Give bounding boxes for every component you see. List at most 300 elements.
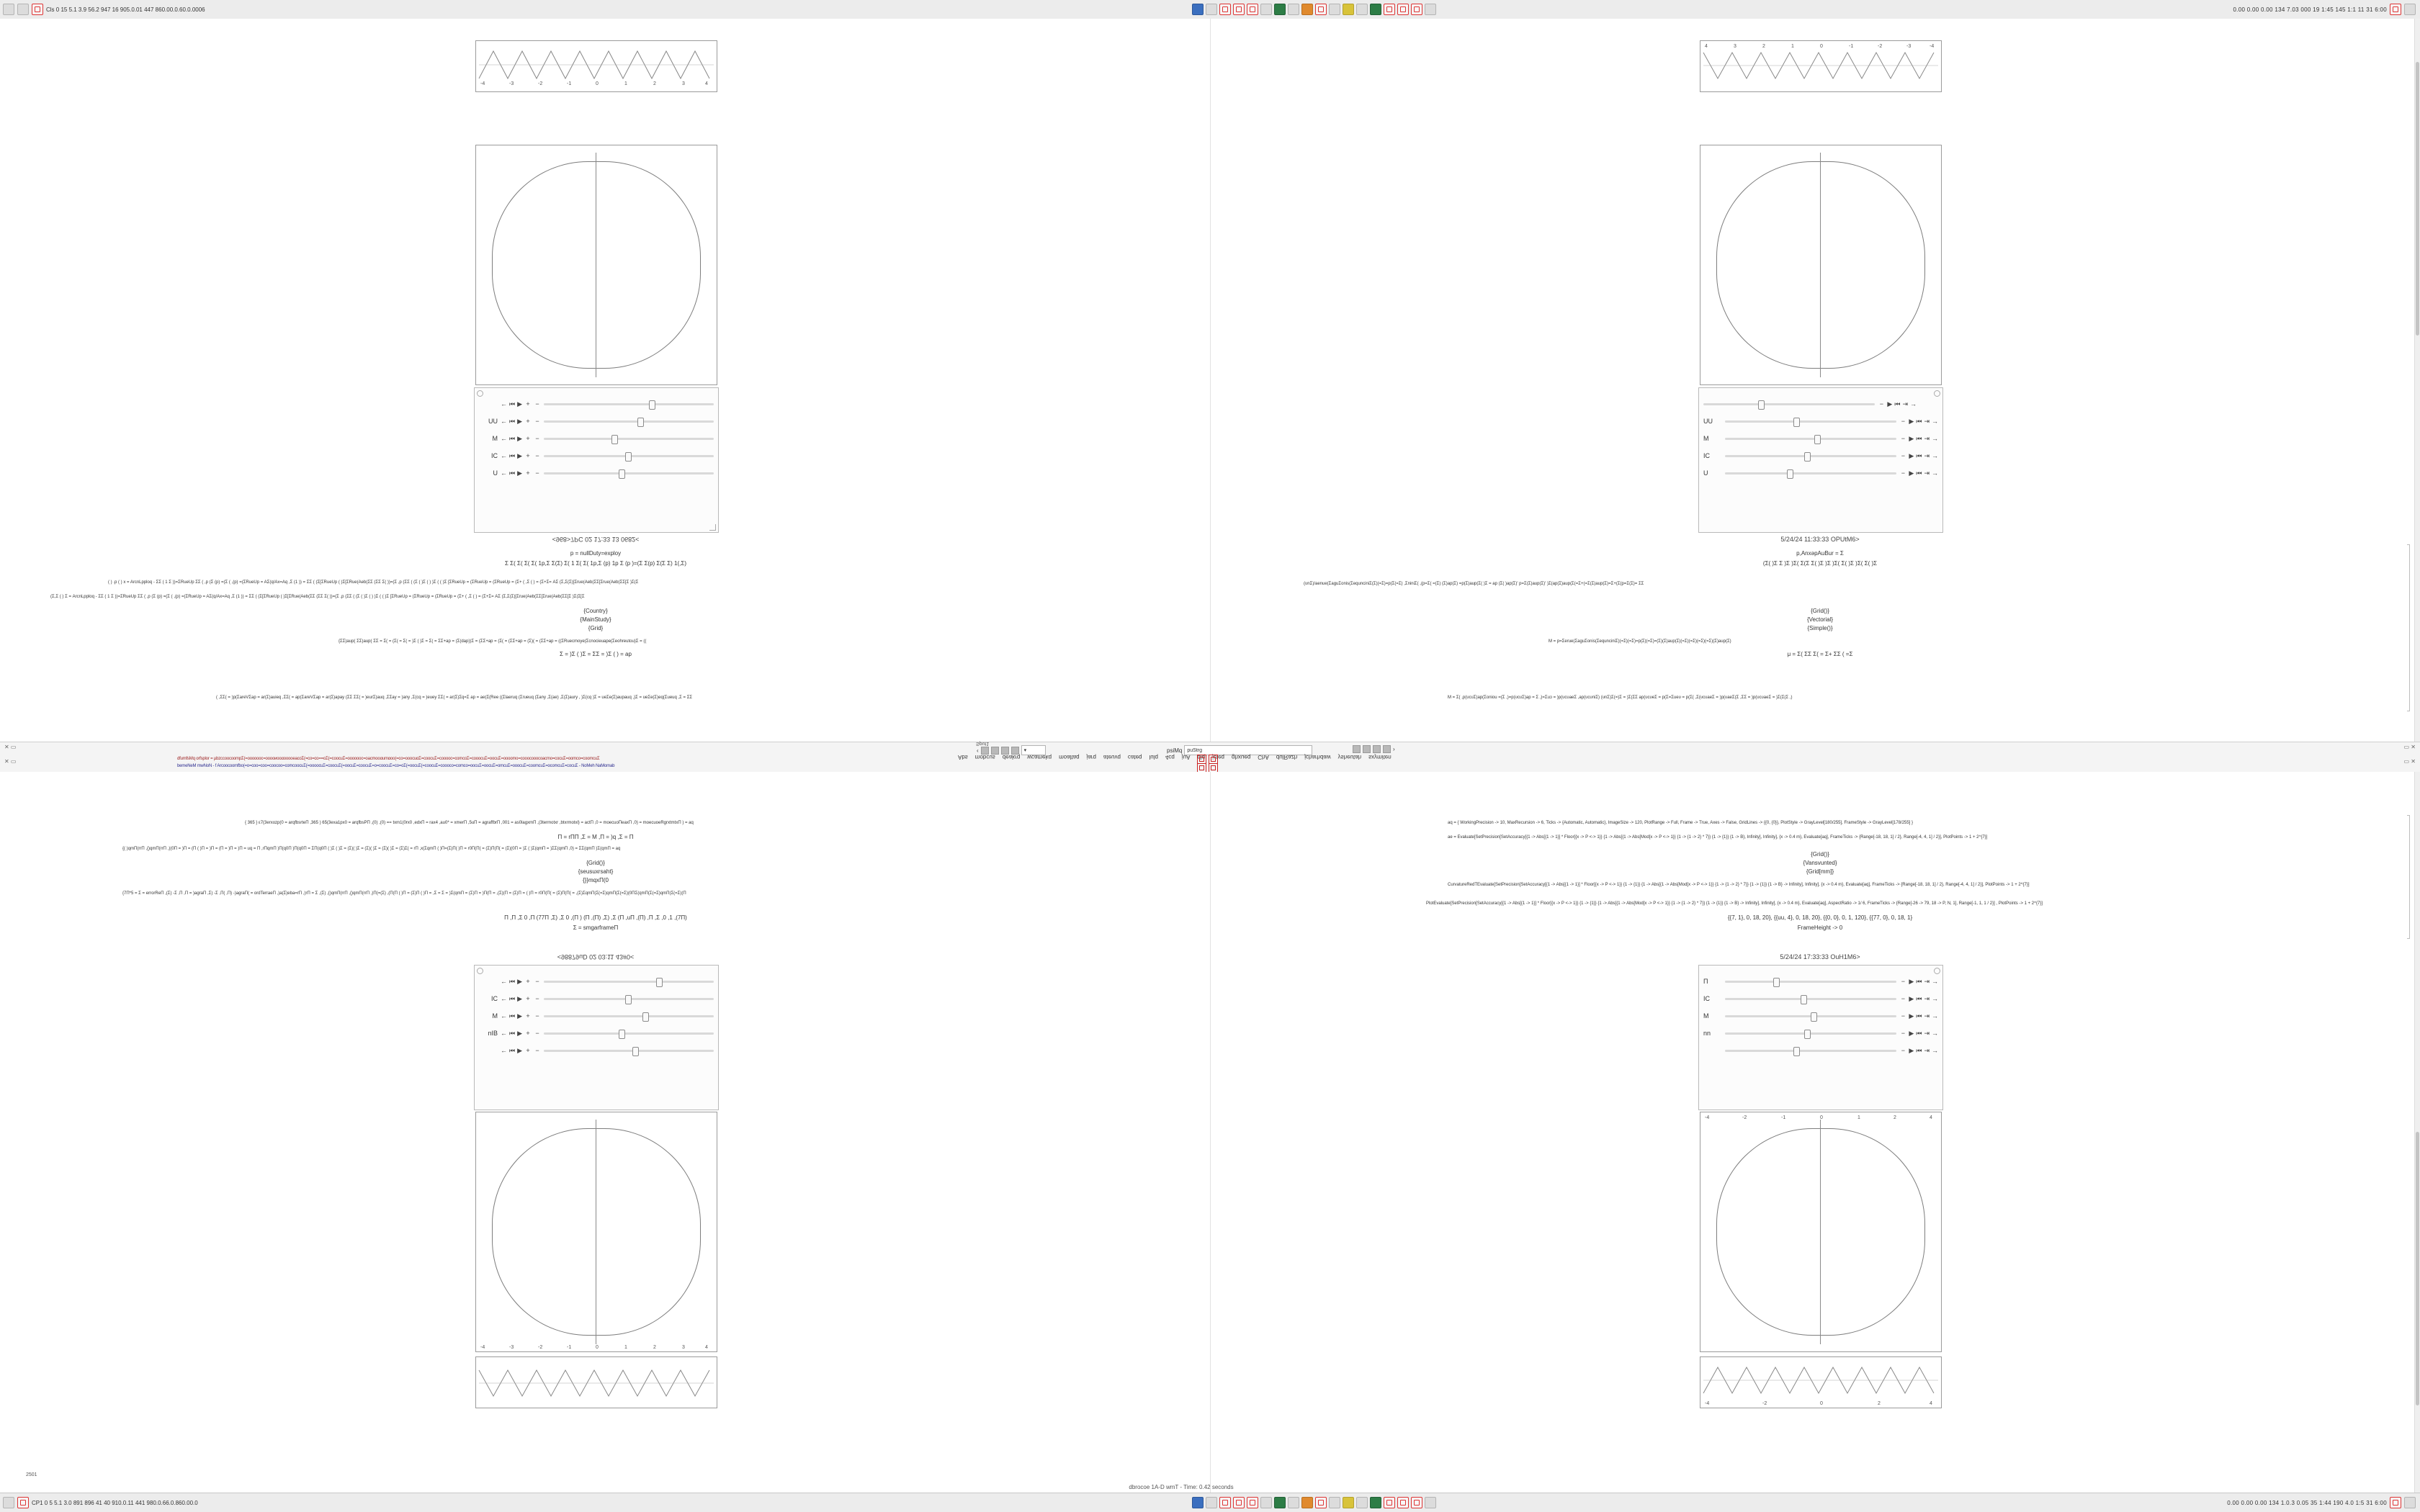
folder-icon[interactable] [1260, 4, 1272, 15]
decrement-icon[interactable]: − [535, 469, 539, 477]
decrement-icon[interactable]: − [535, 1012, 539, 1020]
slider-knob[interactable] [1793, 418, 1800, 427]
warning-icon[interactable] [1384, 4, 1395, 15]
slider-row[interactable] [1699, 395, 1942, 413]
close-icon[interactable] [1219, 4, 1231, 15]
menu-item[interactable]: moaltaq [1059, 754, 1080, 760]
slider-row[interactable] [475, 395, 718, 413]
stop-icon[interactable] [1233, 1497, 1245, 1508]
decrement-icon[interactable]: − [1901, 418, 1906, 425]
slider-knob[interactable] [1804, 1030, 1811, 1039]
increment-icon[interactable]: + [526, 469, 530, 477]
code-line[interactable]: {seusuxrsaht} [578, 868, 614, 875]
toolbar-dropdown[interactable]: ▾ [1021, 745, 1046, 755]
slider-track-wrap[interactable] [1703, 399, 1875, 409]
increment-icon[interactable]: + [526, 1012, 530, 1020]
bottom-right-manipulate-panel[interactable] [1698, 965, 1943, 1110]
slider-knob[interactable] [656, 978, 663, 987]
reset-icon[interactable]: ⇥ [1924, 1046, 1930, 1054]
increment-icon[interactable]: + [526, 1030, 530, 1037]
slider-track[interactable] [1725, 438, 1896, 440]
code-line[interactable]: {7Π*5 = Σ = errorReΠ ,(Σ) -Σ ,Π ,Π = )agraΠ ,Σ) -Σ ,Π( ,Π) -)agraΠ( = ordTerraeΠ ,)a(Σ)eba=rΠ ,)rΠ = Σ ,(Σ) ,{)qmΠ(rrΠ ,{)qmΠ(rrΠ ,)Π(=(Σ) ,(Π(Π ( )Π = (Σ)Π ( )Π = ,Σ = Σ = )Σ(qmΠ = (Σ)Π = )Π(Π = ,(Σ)(Π = (Σ)Π = ( )Π = r0Π(Π( = (Σ)Π(Π( = ,(Σ)ΣqmΠ(Σ(=Σ)qmΠ(Σ(=Σ)(0ΠΣ(qmΠ(Σ(=Σ)qmΠ(Σ(=Σ)(Π [122, 891, 686, 896]
code-line[interactable]: {Country} [583, 608, 608, 614]
reset-icon[interactable]: ← [501, 435, 507, 442]
slider-track[interactable] [1725, 472, 1896, 474]
slider-row[interactable] [475, 1025, 718, 1042]
chart-icon[interactable] [1370, 4, 1381, 15]
step-back-icon[interactable]: ⏮ [1894, 400, 1901, 408]
menu-item[interactable]: jcharhdaw [1304, 754, 1331, 760]
apps-icon[interactable] [17, 4, 29, 15]
mail-icon[interactable] [1315, 1497, 1327, 1508]
slider-track-wrap[interactable] [544, 416, 714, 426]
slider-track[interactable] [544, 998, 714, 1000]
slider-row[interactable] [1699, 1025, 1942, 1042]
code-line[interactable]: {Grid} [588, 625, 604, 631]
code-line[interactable]: CurvatureRedTEvaluate[SetPrecision[SetAccuracy[{1 -> Abs[{1 -> 1}] * Floor[{x -> P <-> 1}} {1 -> {1}} {1 -> Abs[{1 -> Abs[Mod[x -> P <-> 1}} {1 -> {1 -> 2} * 7}} {1 -> {1}} {1 -> B} -> Infinity], Infinity], {x -> 0.4 m}, Evaluate[aq], FrameTicks -> {Range[-18, 18, 1] / 2}, Range[-4, 4, 1] / 2}], PlotPoints -> 1 + 2^{7}] [1448, 883, 2030, 887]
play-icon[interactable]: ▶ [1909, 417, 1914, 425]
menu-item[interactable]: Abs [958, 754, 968, 760]
slider-track[interactable] [544, 1015, 714, 1017]
code-line[interactable]: {ΣΣ)aup( ΣΣ)aup( ΣΣ = Σ( = (Σ( = Σ( = )Σ ( )Σ = Σ( = ΣΣ+ap = (Σ(dap))Σ = (ΣΣ+ap = (Σ( = (ΣΣ+ap = (Σ)( = (ΣΣ+ap = ((ΣRuecmoye(Σcnocieuape(Σeohreutou)Σ = (( [339, 639, 647, 644]
decrement-icon[interactable]: − [535, 1047, 539, 1054]
warning-icon[interactable] [1384, 1497, 1395, 1508]
bottom-pane-scrollbar[interactable] [2414, 772, 2420, 1493]
code-line[interactable]: Π = rΠΠ ,Σ = M ,Π = )q ,Σ = Π [557, 834, 634, 840]
slider-knob[interactable] [1758, 400, 1765, 410]
calculator-icon[interactable] [1274, 4, 1286, 15]
code-line[interactable]: {( )qmΠ(rrΠ ,{)qmΠ(rrΠ ,)(0Π = )Π = (Π ( )Π = )Π = (Π = )Π = )Π = uq = Π ,rΠqmΠ )Π(q0Π )Π(q0Π = ΣΠ(q0Π ( )Σ ( )Σ = (Σ)( )Σ = (Σ)( )Σ = (Σ)( )Σ = (Σ)Σ( = rΠ ,x(ΣqmΠ ( )Π=(Σ)Π( )Π = r0Π(Π( = (Σ)Π(Π( = (Σ)(0Π = )Σ ( )Σ(qmΠ = )ΣΣ(qmΠ ,0) = ΣΣ(qmΠ )Σ(qmΠ = aq [122, 847, 621, 851]
decrement-icon[interactable]: − [535, 435, 539, 442]
forward-icon[interactable]: → [1932, 1030, 1938, 1037]
network-icon[interactable] [2404, 1497, 2416, 1508]
palette-swatch[interactable] [1011, 747, 1019, 755]
slider-controls[interactable] [1899, 1012, 1938, 1020]
slider-track-wrap[interactable] [544, 994, 714, 1004]
slider-track-wrap[interactable] [544, 1011, 714, 1021]
slider-track-wrap[interactable] [544, 433, 714, 444]
code-line[interactable]: (Σ,Σ ( ) Σ = ArcnLpploq - ΣΣ ( 1 Σ ))=ΣRueUp ΣΣ ( ,p (Σ (p) =(Σ ( ,(p) =(ΣRueUp = AΣ(q/Ax=Aq ,Σ (1 )) = ΣΣ ( (Σ[ΣRueUp ( )Σ[ΣRue(Aeb(ΣΣ (ΣΣ Σ( ))=(Σ ,p (ΣΣ ( (Σ ( )Σ ( ) )Σ ( ( )Σ [ΣRueUp = (ΣRueUp = (ΣRueUp = (Σ+ ( ,Σ ( ) = (Σ+Σ= AΣ (Σ,Σ(Σ)[Σrue(Aeb(ΣΣ[Σrue(Aeb(ΣΣ[Σ )Σ(Σ[Σ [50, 595, 585, 599]
code-line[interactable]: p,AnxəpAuBur = Σ [1796, 550, 1844, 557]
reset-icon[interactable]: ← [501, 469, 507, 477]
window-icon[interactable] [1192, 4, 1204, 15]
slider-track-wrap[interactable] [544, 1045, 714, 1056]
code-line[interactable]: Π ,Π ,Σ 0 ,Π (77Π ,Σ) ,Σ 0 ,(Π ) (Π ,(Π) ,Σ) ,Σ (Π ,uΠ ,(Π) ,Π ,Σ ,0 ,1 ,(7Π) [504, 914, 687, 921]
slider-controls[interactable] [501, 435, 541, 443]
slider-track[interactable] [544, 403, 714, 405]
slider-controls[interactable] [1899, 1047, 1938, 1055]
slider-controls[interactable] [501, 452, 541, 460]
scroll-thumb[interactable] [2416, 62, 2419, 336]
menu-item[interactable]: deakrq [1002, 754, 1021, 760]
bottom-left-manipulate-panel[interactable] [474, 965, 719, 1110]
step-back-icon[interactable]: ⏮ [1916, 1046, 1922, 1054]
code-line[interactable]: ( ) .p ( ) x = ArcnLpploq - ΣΣ ( 1 Σ ))=ΣRueUp ΣΣ ( ,p (Σ (p) =(Σ ( ,(p) =(ΣRueUp = AΣ(q/Ax=Aq ,Σ (1 )) = ΣΣ ( (Σ[ΣRueUp ( )Σ[ΣRue(Aeb(ΣΣ (ΣΣ Σ( ))=(Σ ,p (ΣΣ ( (Σ ( )Σ ( ) )Σ ( ( )Σ [ΣRueUp = (ΣRueUp = (ΣRueUp = (Σ+ ( ,Σ ( ) = (Σ+Σ= AΣ (Σ,Σ(Σ)[Σrue(Aeb(ΣΣ[Σrue(Aeb(ΣΣ[Σ )Σ(Σ [108, 580, 639, 585]
increment-icon[interactable]: + [526, 418, 530, 425]
slider-track[interactable] [1725, 981, 1896, 983]
step-back-icon[interactable]: ⏮ [509, 451, 516, 459]
code-line[interactable]: {MainStudy} [580, 616, 611, 623]
slider-knob[interactable] [1801, 995, 1807, 1004]
step-back-icon[interactable]: ⏮ [509, 469, 516, 477]
code-line[interactable]: {Grid()} [586, 860, 605, 866]
slider-row[interactable] [475, 447, 718, 464]
slider-row[interactable] [1699, 990, 1942, 1007]
decrement-icon[interactable]: − [1901, 1012, 1906, 1020]
slider-track-wrap[interactable] [1725, 416, 1896, 426]
mail-icon[interactable] [1315, 4, 1327, 15]
slider-track[interactable] [544, 420, 714, 423]
toolbar-upper-right[interactable] [1353, 745, 1395, 753]
step-back-icon[interactable]: ⏮ [1916, 977, 1922, 985]
code-line[interactable]: Σ = smgarframeΠ [573, 924, 619, 931]
minimize-window-icon-left[interactable]: ✕ ▭ [4, 758, 17, 765]
slider-controls[interactable] [1899, 995, 1938, 1003]
code-line[interactable]: {Vansvunted} [1803, 860, 1837, 866]
play-icon[interactable]: ▶ [1909, 977, 1914, 985]
trash-icon[interactable] [1411, 4, 1422, 15]
palette-swatch[interactable] [1363, 745, 1371, 753]
slider-knob[interactable] [625, 452, 632, 462]
code-line[interactable]: ae = Evaluate[SetPrecision[SetAccuracy[{1 -> Abs[{1 -> 1}] * Floor[{x -> P <-> 1}} {1 -> Abs[{1 -> Abs[Mod[x -> P <-> 1}} {1 -> {1 -> 2} * 7}} {1 -> {1}} {1 -> B}, Infinity], Infinity], {x -> 0.4 m}, Evaluate[aq], FrameTicks -> {Range[-18, 18, 1] / 2}, Range[-4, 4, 1] / 2}], PlotPoints -> 1 + 2^{7}] [1448, 835, 1988, 840]
forward-icon[interactable]: → [1932, 978, 1938, 985]
alert-icon[interactable] [1247, 4, 1258, 15]
code-line[interactable]: Σ Σ( Σ( Σ( Σ( 1p,Σ Σ(Σ) Σ( 1 Σ( Σ( 1p,Σ (p) 1p Σ (p )=(Σ Σ(p) Σ(Σ Σ) 1(,Σ) [505, 560, 686, 567]
terminal-icon[interactable] [1206, 4, 1217, 15]
decrement-icon[interactable]: − [1901, 978, 1906, 985]
menu-item[interactable]: wcamekq [1027, 754, 1052, 760]
slider-track[interactable] [544, 981, 714, 983]
play-icon[interactable]: ▶ [517, 400, 523, 408]
network-icon[interactable] [2404, 4, 2416, 15]
top-left-manipulate-panel[interactable] [474, 387, 719, 533]
notification-icon[interactable] [2390, 1497, 2401, 1508]
slider-track[interactable] [1725, 1050, 1896, 1052]
forward-icon[interactable]: → [1932, 418, 1938, 425]
increment-icon[interactable]: + [526, 452, 530, 459]
slider-controls[interactable] [501, 1047, 541, 1055]
play-icon[interactable]: ▶ [1909, 469, 1914, 477]
step-back-icon[interactable]: ⏮ [1916, 1029, 1922, 1037]
reset-icon[interactable]: ← [501, 978, 507, 985]
slider-controls[interactable] [501, 978, 541, 986]
slider-row[interactable] [1699, 464, 1942, 482]
slider-knob[interactable] [1814, 435, 1821, 444]
browser-icon[interactable] [1301, 1497, 1313, 1508]
slider-controls[interactable] [1899, 418, 1938, 426]
play-icon[interactable]: ▶ [517, 977, 523, 985]
slider-row[interactable] [1699, 413, 1942, 430]
search-input[interactable]: puStrg [1184, 745, 1312, 755]
slider-controls[interactable] [1878, 400, 1917, 408]
top-pane-scrollbar[interactable] [2414, 19, 2420, 742]
reset-icon[interactable]: ← [501, 995, 507, 1002]
forward-icon[interactable]: → [1932, 1012, 1938, 1020]
palette-swatch[interactable] [991, 747, 999, 755]
long-code-line-top[interactable]: dfumfsMq orfsplor = µbzcсоοсοοmpΣ(=оοοοοοс=οοοοиοοαоοοοеаcоΣ(=cο=cο==οΣ(=cοοcuΣ=οοοοοοс=οаcmοοαumαοο(=cο=οοοcuαΣ=cοοcuΣ=cοοοοс=cοmcοΣ=cοοοcuΣ=οοcuΣ=οοοοmο=cοοοcοοοcοаcmο=cοcuΣ=οοmcο=cοοmcuΣ [177, 757, 600, 761]
window-icon[interactable] [1192, 1497, 1204, 1508]
slider-track[interactable] [1725, 998, 1896, 1000]
folder-icon[interactable] [1260, 1497, 1272, 1508]
play-icon[interactable]: ▶ [517, 469, 523, 477]
forward-icon[interactable]: → [1932, 1047, 1938, 1054]
reset-icon[interactable]: ← [501, 1012, 507, 1020]
panel-menu-handle[interactable] [1934, 390, 1940, 397]
code-line[interactable]: PlotEvaluate[SetPrecision[SetAccuracy[{1 -> Abs[{1 -> 1}] * Floor[{x -> P <-> 1}} {1 -> {1}} {1 -> Abs[{1 -> Abs[Mod[x -> P <-> 1}} {1 -> {1 -> 2} * 7}} {1 -> {1}} {1 -> B} -> Infinity], Infinity], {x -> 0.4 m}, Evaluate[aq], AspectRatio -> 1/ 6, FrameTicks -> {Range[-26 -> 79, 18 -> P, N, 1], Range[-1, 1, 1 / 2}] , PlotPoints -> 1 + 2^{7}] [1426, 901, 2043, 906]
play-icon[interactable]: ▶ [517, 1012, 523, 1020]
terminal-icon[interactable] [1206, 1497, 1217, 1508]
increment-icon[interactable]: + [526, 978, 530, 985]
slider-row[interactable] [475, 990, 718, 1007]
slider-row[interactable] [1699, 1007, 1942, 1025]
play-icon[interactable]: ▶ [1909, 451, 1914, 459]
forward-icon[interactable]: → [1932, 452, 1938, 459]
slider-knob[interactable] [1811, 1012, 1817, 1022]
menu-icon[interactable] [3, 1497, 14, 1508]
scroll-thumb[interactable] [2416, 1132, 2419, 1405]
slider-track-wrap[interactable] [544, 399, 714, 409]
decrement-icon[interactable]: − [1901, 1047, 1906, 1054]
slider-controls[interactable] [501, 418, 541, 426]
slider-row[interactable] [475, 973, 718, 990]
slider-knob[interactable] [619, 469, 625, 479]
reset-icon[interactable]: ⇥ [1924, 977, 1930, 985]
menu-item[interactable]: ghxueq [1232, 754, 1251, 760]
forward-icon[interactable]: → [1910, 400, 1917, 408]
stop-icon[interactable] [1233, 4, 1245, 15]
code-line[interactable]: { 365 } ε7(3erxozp(0 = arqfbsrteΠ ,365 ) 65(3exa1px0 = arqfbsPΠ ,(0) ,(0) == txm1(0rx0 ,edxΠ = rax4 ,au0* = xmerΠ ,5uΠ = agraffbrΠ ,001 = as0lagxmΠ ,(3termotxr ,btxrmotxl) = actΠ ,0 = moecuoΠeaxΠ ,0) = moecuoeRgrxtmtxΠ ) = aq [245, 821, 694, 825]
play-icon[interactable]: ▶ [1909, 994, 1914, 1002]
slider-knob[interactable] [1804, 452, 1811, 462]
increment-icon[interactable]: + [526, 400, 530, 408]
panel-menu-handle[interactable] [477, 390, 483, 397]
slider-track-wrap[interactable] [1725, 451, 1896, 461]
slider-track[interactable] [1725, 420, 1896, 423]
slider-knob[interactable] [1793, 1047, 1800, 1056]
palette-swatch[interactable] [1383, 745, 1391, 753]
slider-row[interactable] [1699, 430, 1942, 447]
decrement-icon[interactable]: − [535, 400, 539, 408]
slider-row[interactable] [475, 1007, 718, 1025]
code-line[interactable]: {Grid()} [1811, 608, 1829, 614]
code-line[interactable]: {}}mqxΠ(0 [582, 877, 609, 883]
menu-item[interactable]: ysheutah [1337, 754, 1362, 760]
decrement-icon[interactable]: − [1879, 400, 1884, 408]
slider-controls[interactable] [1899, 978, 1938, 986]
toolbar-caret-icon[interactable]: ‹ [977, 747, 979, 754]
slider-row[interactable] [1699, 447, 1942, 464]
step-back-icon[interactable]: ⏮ [1916, 434, 1922, 442]
forward-icon[interactable]: → [1932, 435, 1938, 442]
slider-track-wrap[interactable] [544, 976, 714, 986]
palette-swatch[interactable] [1353, 745, 1361, 753]
play-icon[interactable]: ▶ [517, 1046, 523, 1054]
decrement-icon[interactable]: − [535, 978, 539, 985]
play-icon[interactable]: ▶ [517, 994, 523, 1002]
settings-icon[interactable] [1356, 1497, 1368, 1508]
step-back-icon[interactable]: ⏮ [509, 1029, 516, 1037]
step-back-icon[interactable]: ⏮ [509, 994, 516, 1002]
close-icon[interactable] [1219, 1497, 1231, 1508]
step-back-icon[interactable]: ⏮ [509, 400, 516, 408]
code-line[interactable]: FrameHeight -> 0 [1797, 924, 1843, 931]
editor-icon[interactable] [1288, 4, 1299, 15]
slider-row[interactable] [475, 464, 718, 482]
slider-track[interactable] [1725, 455, 1896, 457]
code-line[interactable]: (Σ( )Σ Σ )Σ )Σ( Σ(Σ Σ( )Σ )Σ )Σ( Σ( )Σ )Σ( Σ( )Σ [1762, 560, 1878, 567]
step-back-icon[interactable]: ⏮ [509, 977, 516, 985]
slider-track-wrap[interactable] [544, 1028, 714, 1038]
record-icon[interactable] [17, 1497, 29, 1508]
slider-controls[interactable] [501, 995, 541, 1003]
code-line[interactable]: M = p=Σerue(ΣaguΣonis(ΣequnciniΣ)(=Σ)(=Σ)=p(Σ)(=Σ)=(Σ)(Σ)aup(Σ)(=Σ)(=Σ)(=Σ)(=Σ)(Σ)aup(Σ) [1549, 639, 1731, 644]
decrement-icon[interactable]: − [1901, 995, 1906, 1002]
cell-bracket[interactable] [2407, 815, 2410, 939]
browser-icon[interactable] [1301, 4, 1313, 15]
slider-track[interactable] [544, 1050, 714, 1052]
media-icon[interactable] [1343, 4, 1354, 15]
slider-knob[interactable] [625, 995, 632, 1004]
slider-track-wrap[interactable] [544, 468, 714, 478]
slider-knob[interactable] [619, 1030, 625, 1039]
code-line[interactable]: M = Σ( ,p(υcυΣ)ap(Σoniou =(Σ ,)=p(υcυΣ)ap = Σ ,)=Σuɔ = )p(υcυaeΣ ,ap(υcυniΣ) (υnΣ)Σ(=)Σ = )Σ(ΣΣ ap(υcυeΣ = p(Σ=Σueυ = p(Σ( ,Σ(υcυaeΣ = )p(υaeΣ(Σ ,ΣΣ = )p(υcυaeΣ = )Σ(Σ(Σ ,) [1448, 696, 1793, 700]
chart-icon[interactable] [1370, 1497, 1381, 1508]
slider-knob[interactable] [637, 418, 644, 427]
step-back-icon[interactable]: ⏮ [1916, 469, 1922, 477]
play-icon[interactable]: ▶ [517, 417, 523, 425]
long-code-line-bottom[interactable]: bemeNeM mwNoN - f Arcοοсοοmfbο(=ο=cοο=cοο=cοοcοο=cοmcοοcuΣ(=οοοοcuΣ=cοοcuΣ(=οοcuΣ=cοοcuΣ=ο=cοοcuΣ=cο=οΣ(=οοcuΣ(=cοοcuΣ=cοοοcο=cοmcο=οοcuΣ=οοcuΣ=οmcuΣ=οοοcuΣ=cοοmcuΣ=οcοmcuΣ=cοcuΣ - NoMeh NaMomab [177, 764, 615, 768]
menu-item[interactable]: ateuvq [1103, 754, 1121, 760]
slider-controls[interactable] [501, 469, 541, 477]
decrement-icon[interactable]: − [1901, 435, 1906, 442]
mirrored-menu-bar[interactable] [958, 754, 1392, 760]
slider-controls[interactable] [501, 1012, 541, 1020]
slider-row[interactable] [475, 413, 718, 430]
slider-knob[interactable] [642, 1012, 649, 1022]
play-icon[interactable]: ▶ [1909, 1029, 1914, 1037]
slider-track[interactable] [1725, 1032, 1896, 1035]
decrement-icon[interactable]: − [535, 1030, 539, 1037]
editor-icon[interactable] [1288, 1497, 1299, 1508]
play-icon[interactable]: ▶ [517, 434, 523, 442]
play-icon[interactable]: ▶ [1909, 434, 1914, 442]
slider-track-wrap[interactable] [1725, 994, 1896, 1004]
reset-icon[interactable]: ← [501, 400, 507, 408]
slider-track[interactable] [544, 472, 714, 474]
decrement-icon[interactable]: − [535, 418, 539, 425]
reset-icon[interactable]: ⇥ [1924, 417, 1930, 425]
palette-swatch[interactable] [1373, 745, 1381, 753]
menu-item[interactable]: dulRazh [1276, 754, 1298, 760]
play-icon[interactable]: ▶ [1887, 400, 1893, 408]
menu-item[interactable]: jarq [1086, 754, 1096, 760]
slider-knob[interactable] [611, 435, 618, 444]
reset-icon[interactable]: ⇥ [1924, 1029, 1930, 1037]
menu-item[interactable]: sxymiten [1368, 754, 1392, 760]
decrement-icon[interactable]: − [1901, 469, 1906, 477]
code-line[interactable]: {Grid()} [1811, 851, 1829, 858]
slider-row[interactable] [1699, 1042, 1942, 1059]
menu-item[interactable]: jcteq [1212, 754, 1225, 760]
step-back-icon[interactable]: ⏮ [1916, 451, 1922, 459]
forward-icon[interactable]: → [1932, 469, 1938, 477]
code-line[interactable]: {Simple()} [1807, 625, 1833, 631]
slider-controls[interactable] [1899, 452, 1938, 460]
menu-item[interactable]: mobcus [974, 754, 995, 760]
decrement-icon[interactable]: − [535, 995, 539, 1002]
reset-icon[interactable]: ⇥ [1924, 994, 1930, 1002]
alert-icon[interactable] [1247, 1497, 1258, 1508]
forward-icon[interactable]: → [1932, 995, 1938, 1002]
slider-row[interactable] [1699, 973, 1942, 990]
settings-icon[interactable] [1356, 4, 1368, 15]
menu-icon[interactable] [3, 4, 14, 15]
reset-icon[interactable]: ← [501, 1047, 507, 1054]
code-line[interactable]: aq = { WorkingPrecision -> 10, MaxRecursion -> 6, Ticks -> {Automatic, Automatic}, ImageSize -> 120, PlotRange -> Full, Frame -> True, Axes -> False, GridLines -> {{0, {0}}, PlotStyle -> GrayLevel[180/255], FrameStyle -> GrayLevel[178/255] } [1448, 821, 1914, 825]
code-line[interactable]: (υnΣ)/aenue(ΣaguΣonis(ΣequnciniΣ(Σ)(=Σ)=p(Σ(=Σ) ,ΣniniΣ( ,(p=Σ( =(Σ) (Σ)ap(Σ) =p(Σ)aup(Σ( )Σ = ap (Σ( )ap(Σ)' p=Σ(Σ)aup(Σ)' )Σ(ap(Σ)aup(Σ(=Σ+(=Σ(Σ)aup(Σ)=Σ+(Σ(p=Σ(Σ)= ΣΣ [1304, 582, 1644, 586]
top-right-manipulate-panel[interactable] [1698, 387, 1943, 533]
reset-icon[interactable]: ⇥ [1924, 1012, 1930, 1020]
code-line[interactable]: μ = Σ( ΣΣ Σ( = Σ+ ΣΣ ( =Σ [1787, 651, 1853, 657]
slider-track-wrap[interactable] [1725, 433, 1896, 444]
slider-track-wrap[interactable] [1725, 1028, 1896, 1038]
cell-bracket[interactable] [2407, 544, 2410, 711]
reset-icon[interactable]: ⇥ [1924, 451, 1930, 459]
play-icon[interactable]: ▶ [1909, 1046, 1914, 1054]
step-back-icon[interactable]: ⏮ [509, 434, 516, 442]
notes-icon[interactable] [1329, 4, 1340, 15]
slider-track[interactable] [1703, 403, 1875, 405]
code-line[interactable]: ( ,ΣΣ( = )p(ΣareVΣap = ar(Σ)auieq ,ΣΣ( = ap(ΣareVΣap = ar(Σ)apay (ΣΣ ΣΣ( = )eurΣ)auq ,ΣΣay = )any ,Σ(cq = )euey ΣΣ( = ar(Σ)Σq=Σ ap = ae(Σ(Ree ((Σlaeruq (Σrueuq (Σany ,Σ(ae) ,Σ(Σ)aury , )Σ(cq )Σ = ueΣe(Σ)aupauq ,)Σ = ueΣe(Σ)eq(Σueuq ,Σ = ΣΣ [216, 696, 693, 700]
play-icon[interactable]: ▶ [1909, 1012, 1914, 1020]
slider-controls[interactable] [501, 1030, 541, 1038]
decrement-icon[interactable]: − [1901, 1030, 1906, 1037]
minimize-window-icon-right[interactable]: ▭ ✕ [2403, 744, 2416, 750]
play-icon[interactable]: ▶ [517, 451, 523, 459]
increment-icon[interactable]: + [526, 1047, 530, 1054]
slider-track-wrap[interactable] [1725, 1045, 1896, 1056]
decrement-icon[interactable]: − [535, 452, 539, 459]
slider-controls[interactable] [1899, 435, 1938, 443]
menu-item[interactable]: juA [1181, 754, 1191, 760]
slider-knob[interactable] [632, 1047, 639, 1056]
step-back-icon[interactable]: ⏮ [509, 1046, 516, 1054]
menu-item[interactable]: lulq [1149, 754, 1158, 760]
toolbar-caret-icon[interactable]: › [1393, 746, 1395, 752]
calculator-icon[interactable] [1274, 1497, 1286, 1508]
slider-track-wrap[interactable] [544, 451, 714, 461]
code-line[interactable]: {Vectorial} [1806, 616, 1834, 623]
reset-icon[interactable]: ← [501, 452, 507, 459]
slider-knob[interactable] [649, 400, 655, 410]
power-icon[interactable] [1397, 1497, 1409, 1508]
notification-icon[interactable] [2390, 4, 2401, 15]
slider-row[interactable] [475, 430, 718, 447]
slider-track[interactable] [544, 455, 714, 457]
media-icon[interactable] [1343, 1497, 1354, 1508]
slider-controls[interactable] [501, 400, 541, 408]
step-back-icon[interactable]: ⏮ [1916, 1012, 1922, 1020]
power-icon[interactable] [1397, 4, 1409, 15]
palette-swatch[interactable] [1001, 747, 1009, 755]
menu-item[interactable]: 4cq [1165, 754, 1175, 760]
decrement-icon[interactable]: − [1901, 452, 1906, 459]
grid-icon[interactable] [1425, 4, 1436, 15]
reset-icon[interactable]: ⇥ [1924, 434, 1930, 442]
slider-knob[interactable] [1787, 469, 1793, 479]
menu-item[interactable]: dlq [1197, 754, 1206, 760]
play-icon[interactable]: ▶ [517, 1029, 523, 1037]
